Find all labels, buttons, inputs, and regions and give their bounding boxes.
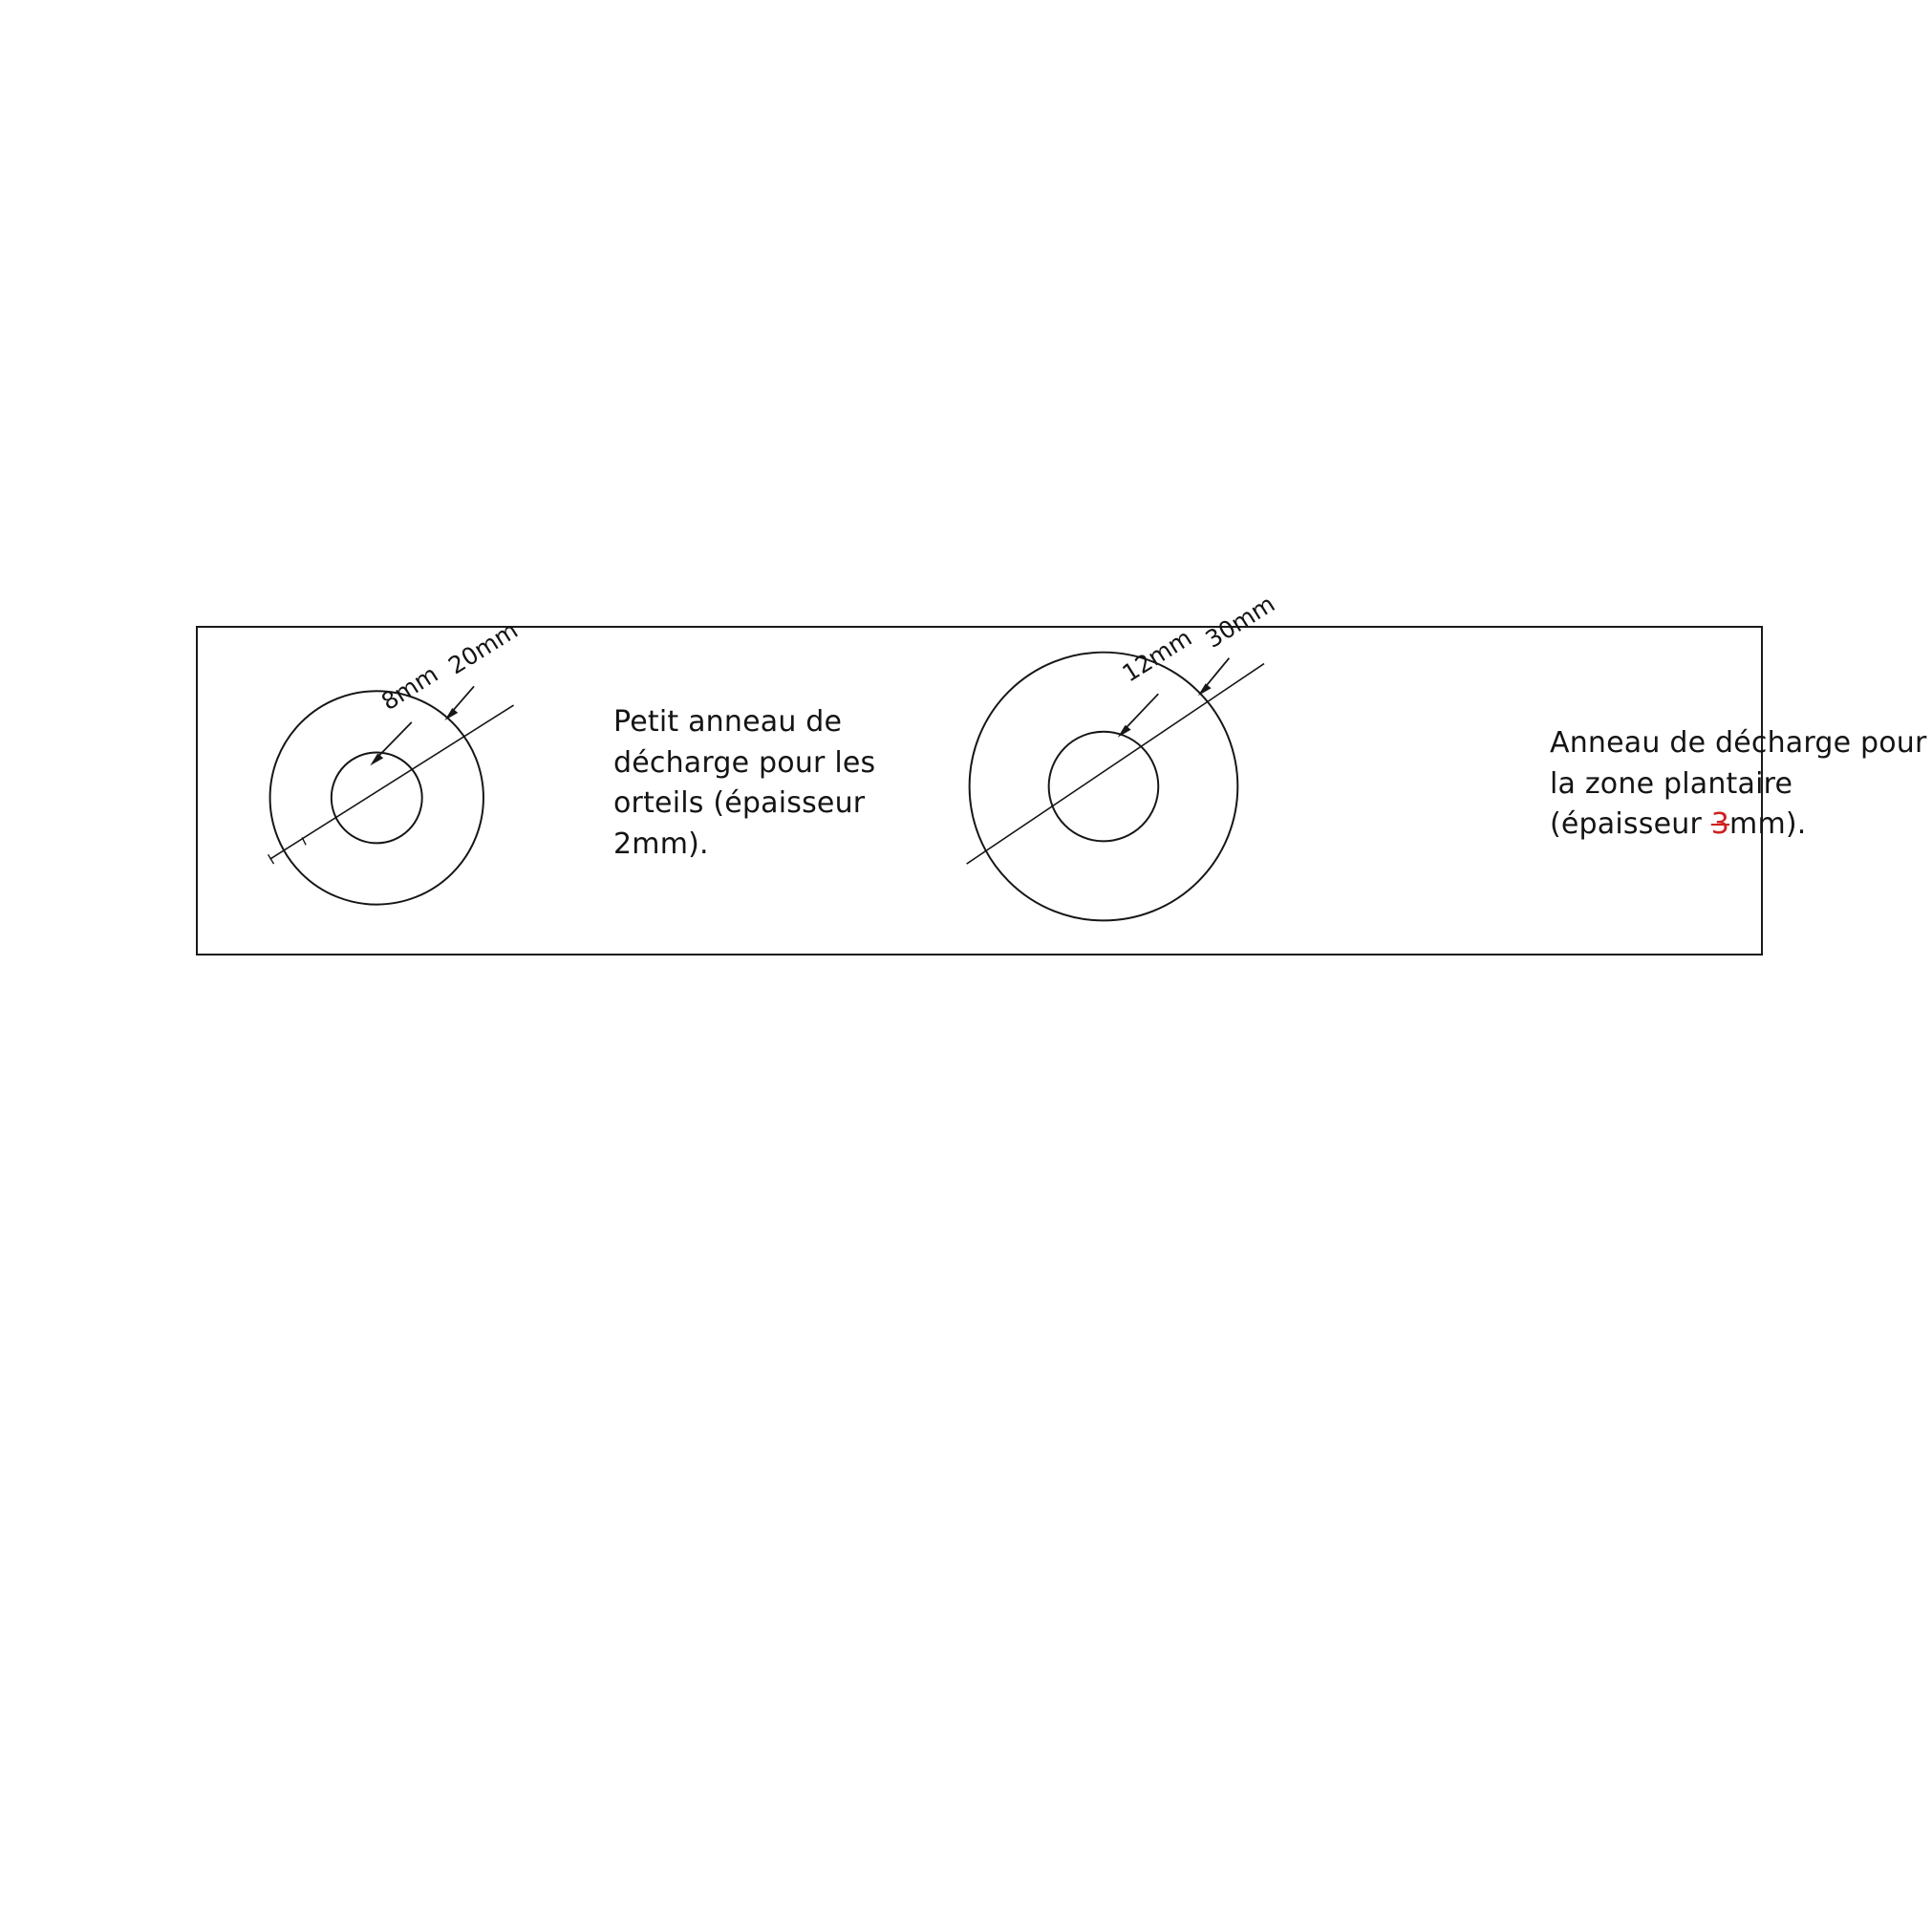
figure-small-ring: [198, 615, 924, 954]
label-inner-diameter: 12mm: [1117, 623, 1197, 688]
caption-prefix: Anneau de décharge pour la zone plantaire (épaisseur: [1550, 726, 1927, 842]
outer-circle: [270, 691, 483, 904]
caption-small-ring: Petit anneau de décharge pour les orteils (épaisseur 2mm).: [613, 705, 876, 861]
diagram-panel: [196, 590, 1927, 956]
label-outer-diameter: 20mm: [443, 615, 523, 680]
caption-struck-thickness: 3: [1710, 807, 1730, 842]
dimension-arrow-outer: [444, 686, 474, 720]
outer-circle: [970, 653, 1238, 921]
caption-suffix: mm).: [1729, 807, 1807, 842]
label-inner-diameter: 8mm: [376, 659, 443, 717]
dimension-arrow-inner: [1118, 694, 1159, 737]
caption-large-ring: [1550, 723, 1932, 846]
dimension-arrow-inner: [370, 722, 411, 765]
construction-tick-left: [268, 854, 274, 864]
figure-large-ring: [924, 590, 1927, 954]
inner-circle: [1049, 732, 1159, 842]
inner-circle: [332, 752, 422, 843]
label-outer-diameter: 30mm: [1200, 590, 1280, 654]
diameter-construction-line: [967, 664, 1264, 865]
